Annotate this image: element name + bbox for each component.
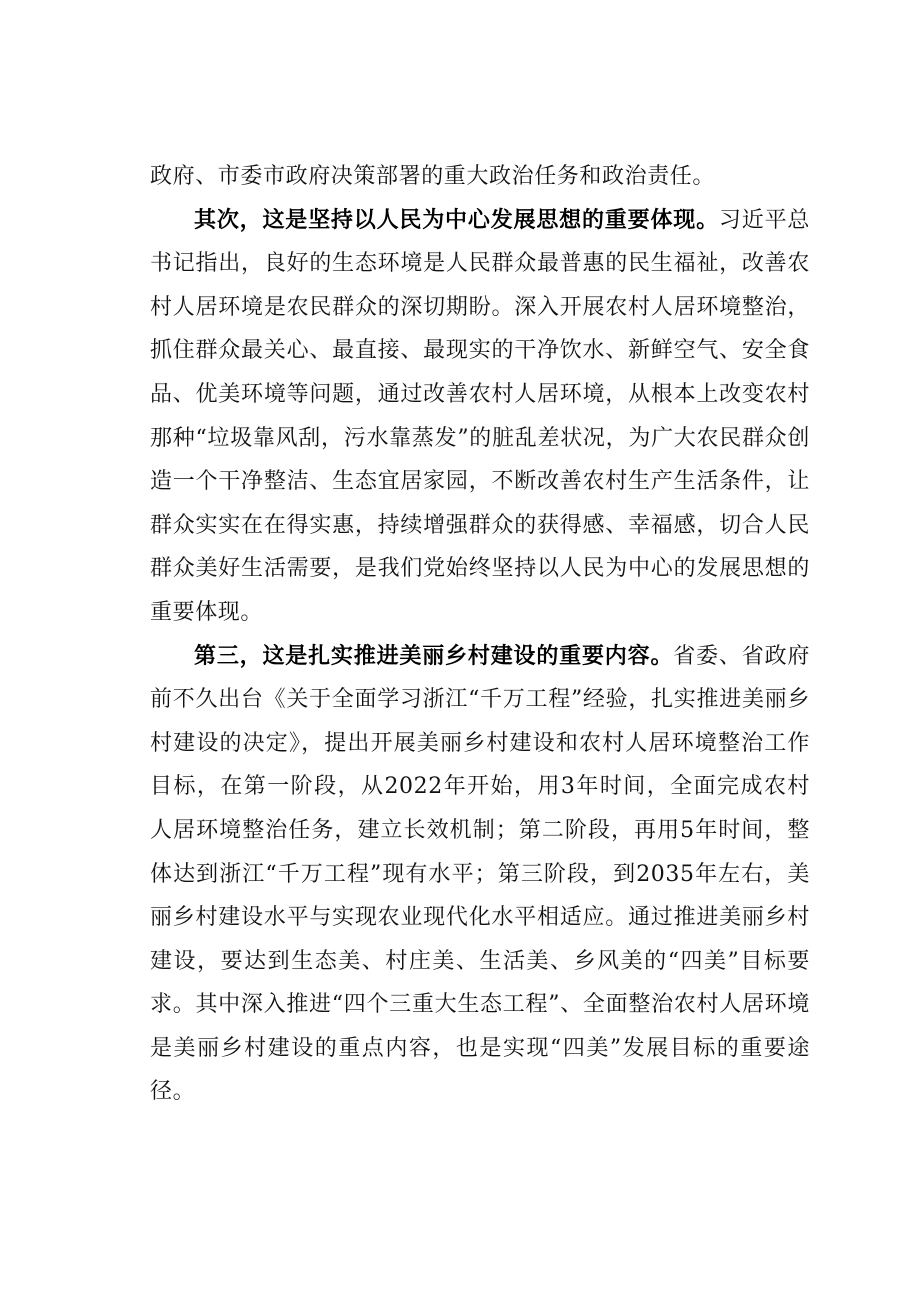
paragraph-continuation (150, 155, 810, 199)
paragraph-second-point (150, 199, 810, 635)
paragraph-third-point (150, 635, 810, 1115)
paragraph-heading: 第三，这是扎实推进美丽乡村建设的重要内容。 (194, 642, 674, 669)
paragraph-text: 省委、省政府前不久出台《关于全面学习浙江“千万工程”经验，扎实推进美丽乡村建设的决定》，提出开展美丽乡村建设和农村人居环境整治工作目标，在第一阶段，从2022年开始，用3年时间，全面完成农村人居环境整治任务，建立长效机制；第二阶段，再用5年时间，整体达到浙江“千万工程”现有水平；第三阶段，到2035年左右，美丽乡村建设水平与实现农业现代化水平相适应。通过推进美丽乡村建设，要达到生态美、村庄美、生活美、乡风美的“四美”目标要求。其中深入推进“四个三重大生态工程”、全面整治农村人居环境是美丽乡村建设的重点内容，也是实现“四美”发展目标的重要途径。 (150, 643, 810, 1105)
paragraph-heading: 其次，这是坚持以人民为中心发展思想的重要体现。 (194, 206, 719, 233)
paragraph-text: 习近平总书记指出，良好的生态环境是人民群众最普惠的民生福祉，改善农村人居环境是农民群众的深切期盼。深入开展农村人居环境整治，抓住群众最关心、最直接、最现实的干净饮水、新鲜空气、安全食品、优美环境等问题，通过改善农村人居环境，从根本上改变农村那种“垃圾靠风刮，污水靠蒸发”的脏乱差状况，为广大农民群众创造一个干净整洁、生态宜居家园，不断改善农村生产生活条件，让群众实实在在得实惠，持续增强群众的获得感、幸福感，切合人民群众美好生活需要，是我们党始终坚持以人民为中心的发展思想的重要体现。 (150, 207, 810, 625)
document-body (150, 155, 810, 1114)
paragraph-text: 政府、市委市政府决策部署的重大政治任务和政治责任。 (150, 164, 716, 189)
